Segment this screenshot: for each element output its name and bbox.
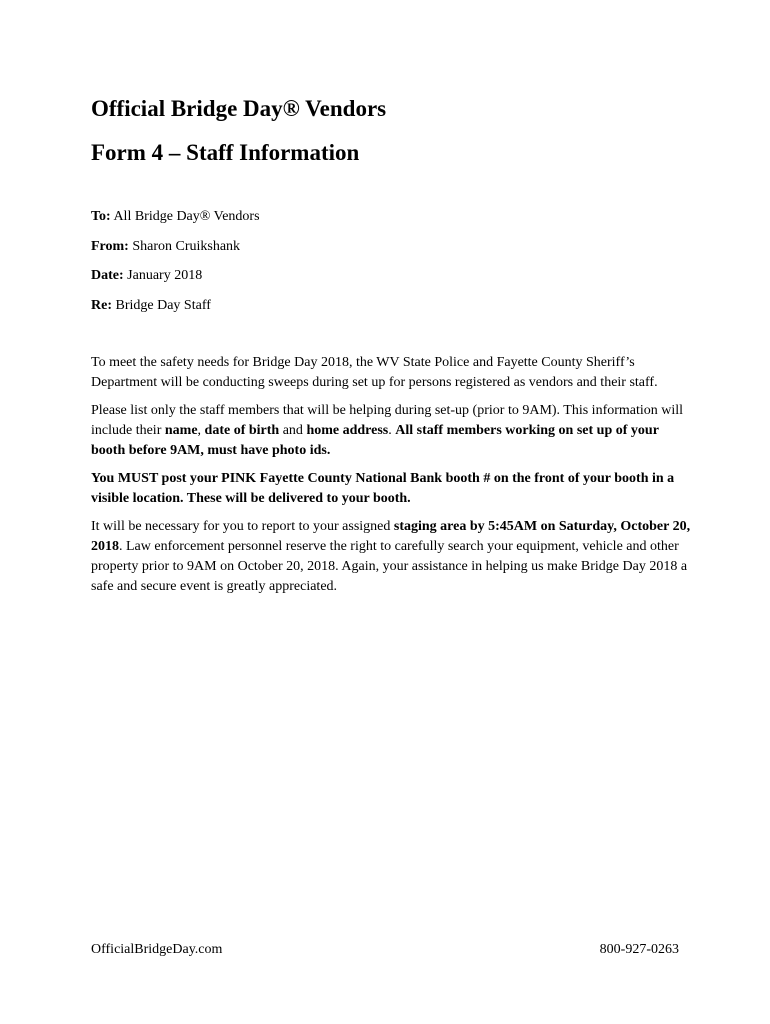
bold-home-address: home address (306, 423, 389, 438)
memo-re (91, 296, 691, 316)
memo-re-value: Bridge Day Staff (112, 297, 211, 313)
text-span: and (279, 423, 307, 438)
memo-re-label: Re: (91, 297, 112, 313)
memo-header (91, 207, 691, 325)
bold-date-of-birth: date of birth (204, 423, 280, 438)
text-span: Please list only the staff members that will be helping during set-up (prior to 9AM). This information will include their (91, 403, 684, 438)
text-span: . (388, 423, 396, 438)
paragraph-staging (91, 517, 691, 597)
memo-from-value: Sharon Cruikshank (128, 238, 241, 254)
text-span: . Law enforcement personnel reserve the right to carefully search your equipment, vehicle and other property prior to 9AM on October 20, 2018. Again, your assistance in helping us make Bridge Day 2018 a safe and secure event is greatly appreciated. (91, 539, 688, 594)
memo-date-value: January 2018 (123, 268, 203, 283)
memo-date (91, 266, 691, 286)
memo-to (91, 207, 691, 227)
memo-body (91, 353, 691, 605)
bold-staging-time: staging area by 5:45AM on Saturday, October 20, 2018 (91, 519, 691, 554)
paragraph-safety: To meet the safety needs for Bridge Day 2018, the WV State Police and Fayette County Sheriff’s Department will be conducting sweeps during set up for persons registered as vendors and their staff. (91, 355, 658, 390)
paragraph-booth-number (91, 469, 691, 509)
memo-to-value: All Bridge Day® Vendors (110, 209, 260, 224)
footer-website: OfficialBridgeDay.com (91, 942, 223, 957)
paragraph-staff-list (91, 401, 691, 461)
document-title: Official Bridge Day® Vendors (91, 96, 387, 121)
memo-from-label: From: (91, 238, 129, 254)
text-span: , (197, 423, 205, 438)
bold-name: name (164, 423, 198, 438)
memo-date-label: Date: (91, 268, 124, 283)
memo-to-label: To: (91, 209, 111, 224)
form-subtitle: Form 4 – Staff Information (91, 140, 360, 165)
memo-from (91, 237, 691, 257)
bold-photo-id-note: All staff members working on set up of your booth before 9AM, must have photo ids. (91, 423, 659, 458)
text-span: It will be necessary for you to report to your assigned (91, 519, 394, 534)
footer-phone: 800-927-0263 (599, 942, 679, 957)
bold-booth-note: You MUST post your PINK Fayette County National Bank booth # on the front of your booth in a visible location. These will be delivered to your booth. (91, 471, 675, 506)
